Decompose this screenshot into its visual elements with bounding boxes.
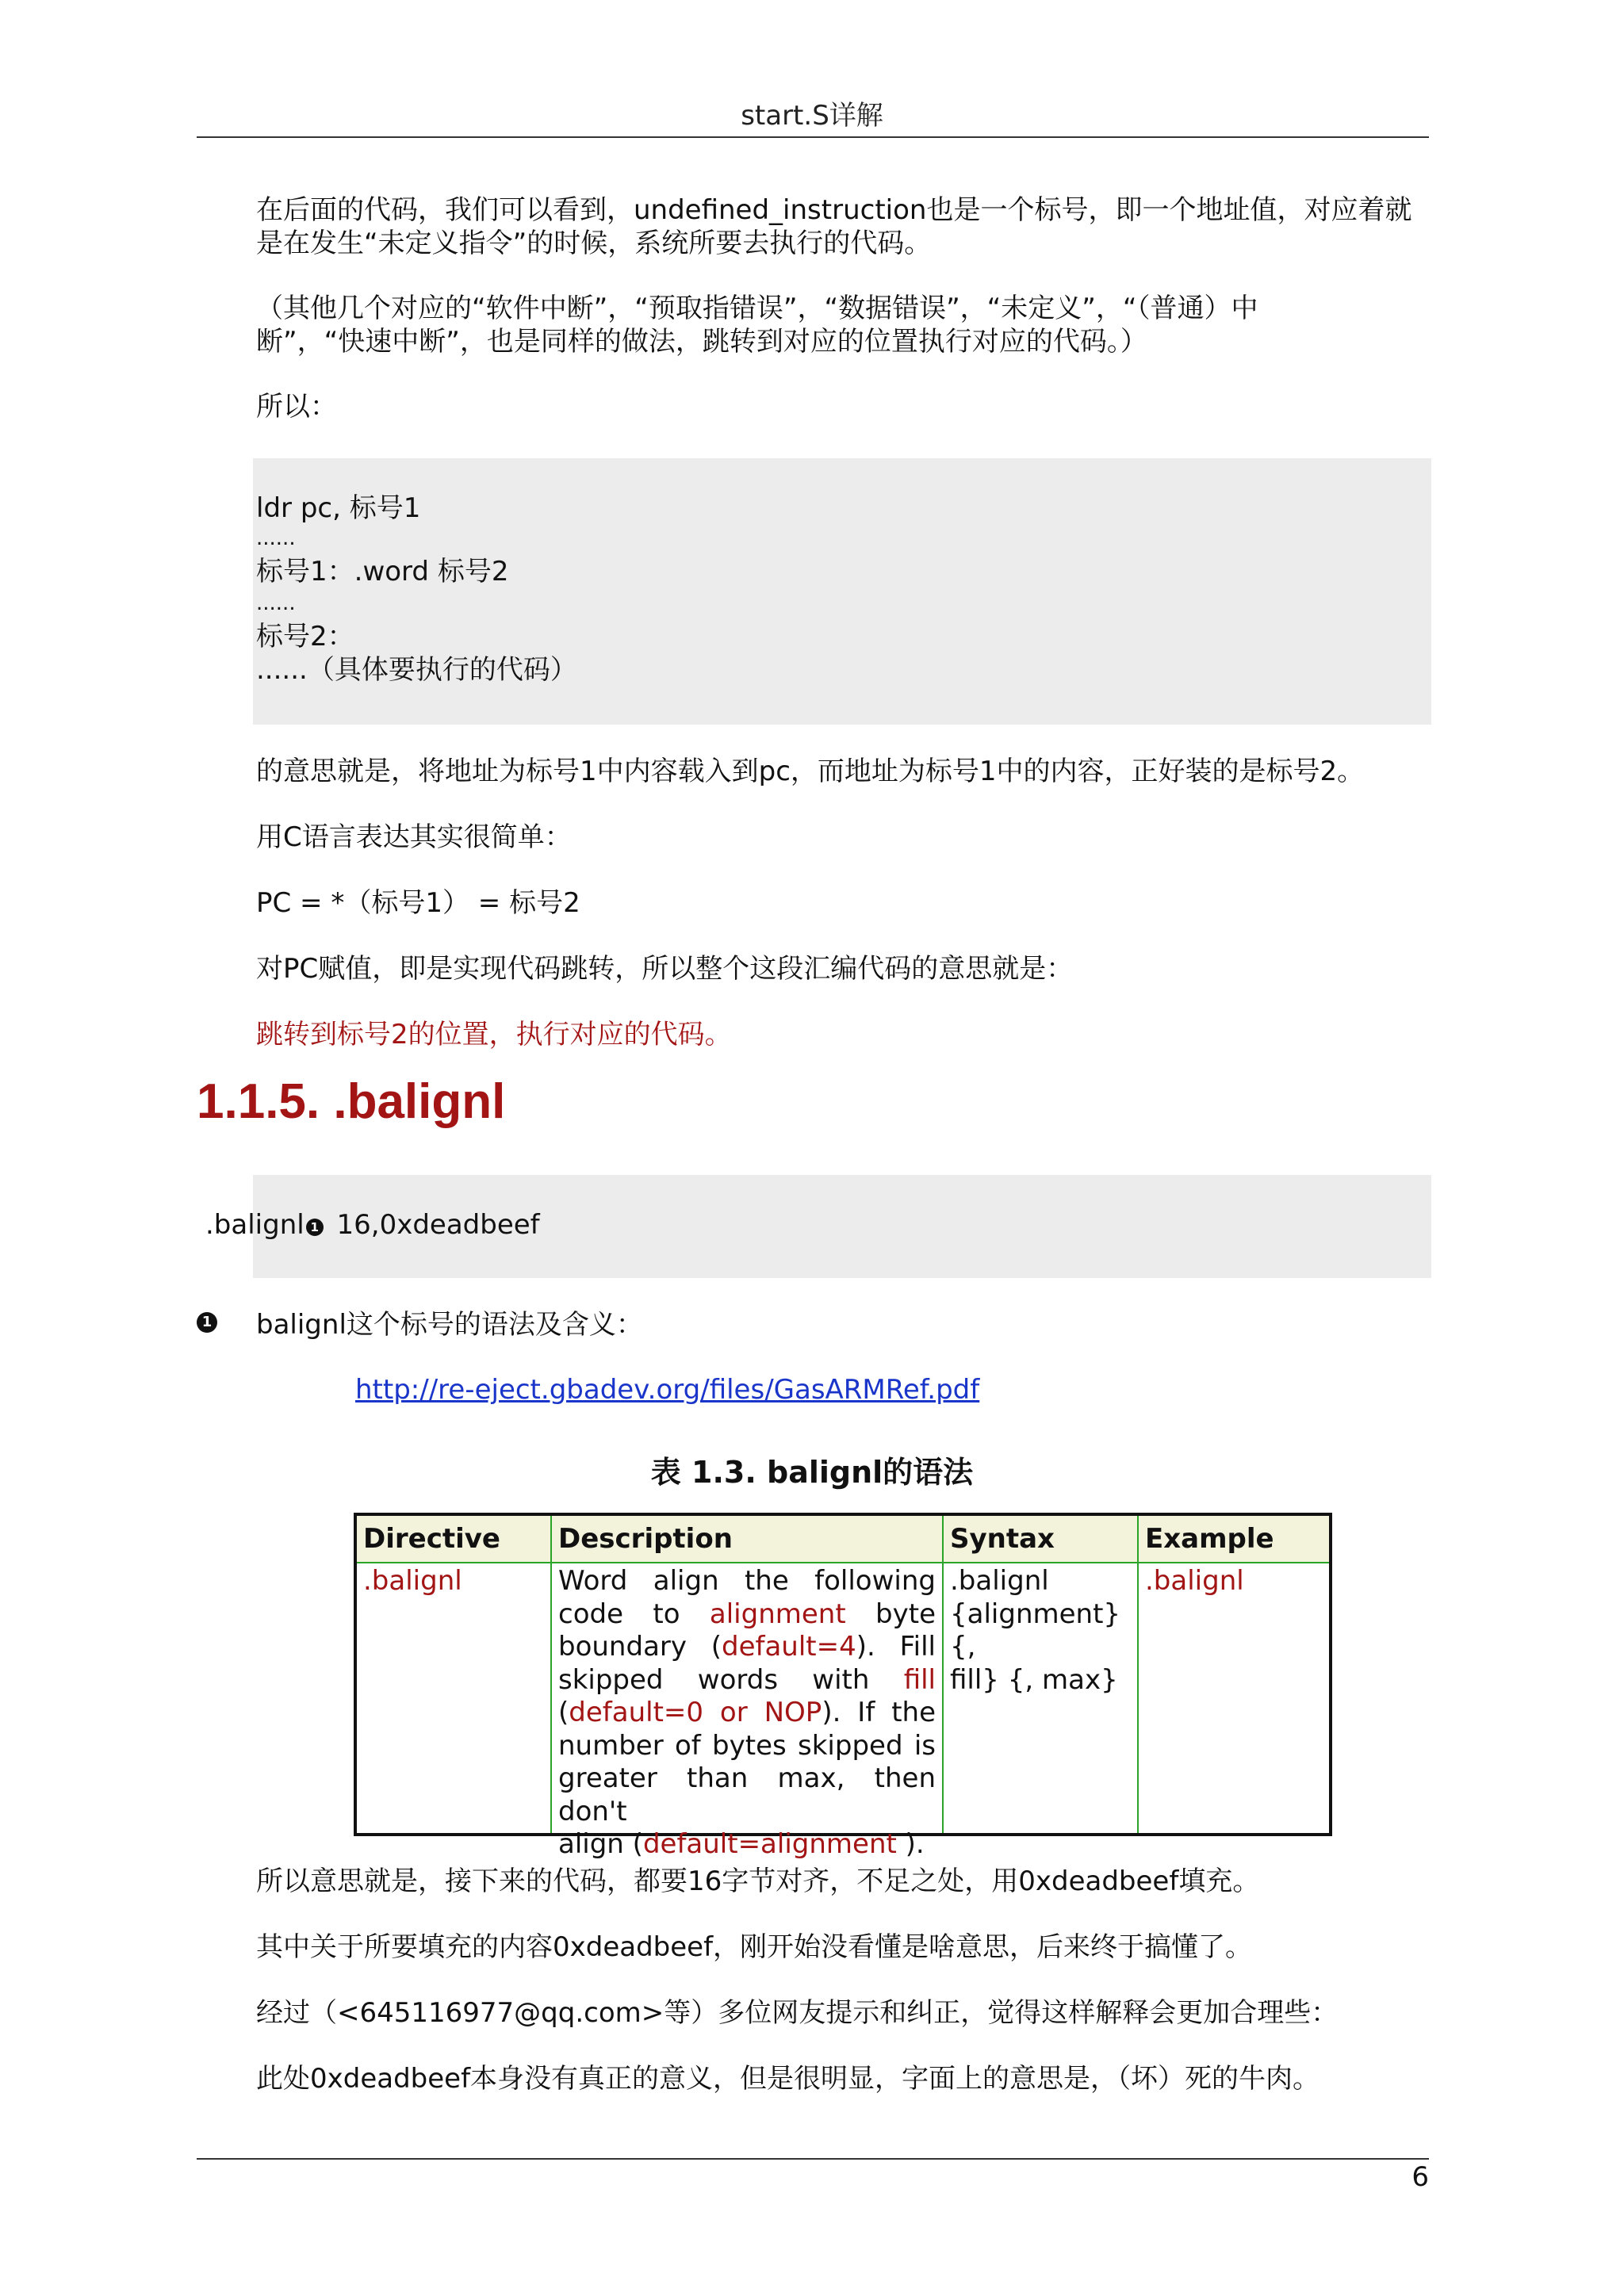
header-rule (197, 136, 1429, 138)
paragraph-4: 的意思就是，将地址为标号1中内容载入到pc，而地址为标号1中的内容，正好装的是标号2。 (256, 756, 1365, 787)
syntax-line: .balignl (950, 1565, 1049, 1597)
desc-line: Word align the following (558, 1565, 936, 1597)
paragraph-2-line-1: （其他几个对应的“软件中断”，“预取指错误”，“数据错误”，“未定义”，“（普通）中 (256, 293, 1258, 324)
desc-line: boundary (default=4). Fill (558, 1631, 936, 1663)
code-line: 标号1：.word 标号2 (256, 556, 509, 587)
code-line: ldr pc, 标号1 (256, 492, 421, 524)
desc-line: number of bytes skipped is (558, 1729, 936, 1762)
paragraph-after-3: 经过（<645116977@qq.com>等）多位网友提示和纠正，觉得这样解释会更加合理些： (256, 1997, 1339, 2029)
paragraph-7: 对PC赋值，即是实现代码跳转，所以整个这段汇编代码的意思就是： (256, 953, 1074, 985)
paragraph-1-line-2: 是在发生“未定义指令”的时候，系统所要去执行的代码。 (256, 228, 932, 259)
table-cell-description (552, 1565, 942, 1862)
table-cell-example: .balignl (1145, 1565, 1244, 1597)
callout-marker-icon: 1 (306, 1219, 324, 1236)
desc-line: align (default=alignment ). (558, 1828, 925, 1860)
code-line: ...... (256, 591, 296, 615)
paragraph-2-line-2: 断”，“快速中断”，也是同样的做法，跳转到对应的位置执行对应的代码。） (256, 326, 1147, 358)
paragraph-after-1: 所以意思就是，接下来的代码，都要16字节对齐，不足之处，用0xdeadbeef填充。 (256, 1866, 1260, 1897)
syntax-line: fill} {, max} (950, 1663, 1118, 1696)
table-cell-syntax (944, 1565, 1139, 1697)
syntax-table (354, 1513, 1332, 1860)
section-heading: 1.1.5. .balignl (197, 1074, 506, 1129)
code-line: ...... (256, 526, 296, 550)
code-block-2 (205, 1175, 1431, 1278)
paragraph-8-highlight: 跳转到标号2的位置，执行对应的代码。 (256, 1019, 732, 1050)
code-text: .balignl (205, 1209, 304, 1241)
table-header-cell: Description (558, 1523, 733, 1555)
code-line: ......（具体要执行的代码） (256, 654, 577, 686)
syntax-line: {alignment} {, (950, 1598, 1121, 1663)
code-line: 标号2： (256, 621, 354, 652)
table-header-cell: Example (1145, 1523, 1274, 1555)
table-header-cell: Syntax (950, 1523, 1055, 1555)
footer-rule (197, 2158, 1429, 2160)
paragraph-5: 用C语言表达其实很简单： (256, 821, 572, 853)
code-block-1 (253, 458, 1431, 725)
paragraph-1-line-1: 在后面的代码，我们可以看到，undefined_instruction也是一个标号，即一个地址值，对应着就 (256, 194, 1412, 226)
paragraph-after-2: 其中关于所要填充的内容0xdeadbeef，刚开始没看懂是啥意思，后来终于搞懂了。 (256, 1931, 1253, 1963)
desc-line: (default=0 or NOP). If the (558, 1697, 936, 1728)
table-caption: 表 1.3. balignl的语法 (650, 1455, 974, 1490)
page-number: 6 (1411, 2161, 1429, 2193)
paragraph-after-4: 此处0xdeadbeef本身没有真正的意义，但是很明显，字面上的意思是，（坏）死的牛肉。 (256, 2063, 1320, 2095)
paragraph-3: 所以： (256, 391, 337, 423)
reference-link[interactable]: http://re-eject.gbadev.org/files/GasARMRef.pdf (355, 1374, 980, 1406)
desc-line: greater than max, then don't (558, 1762, 936, 1827)
callout-bullet-icon: 1 (197, 1312, 217, 1333)
table-header-cell: Directive (363, 1523, 500, 1555)
code-text: 16,0xdeadbeef (327, 1209, 540, 1241)
code-line (205, 1208, 540, 1242)
page-header-title: start.S详解 (741, 100, 883, 132)
desc-line: skipped words with fill (558, 1663, 936, 1696)
table-cell-directive: .balignl (363, 1565, 462, 1597)
callout-text: balignl这个标号的语法及含义： (256, 1309, 643, 1341)
desc-line: code to alignment byte (558, 1598, 936, 1630)
paragraph-6: PC = *（标号1） = 标号2 (256, 887, 580, 919)
